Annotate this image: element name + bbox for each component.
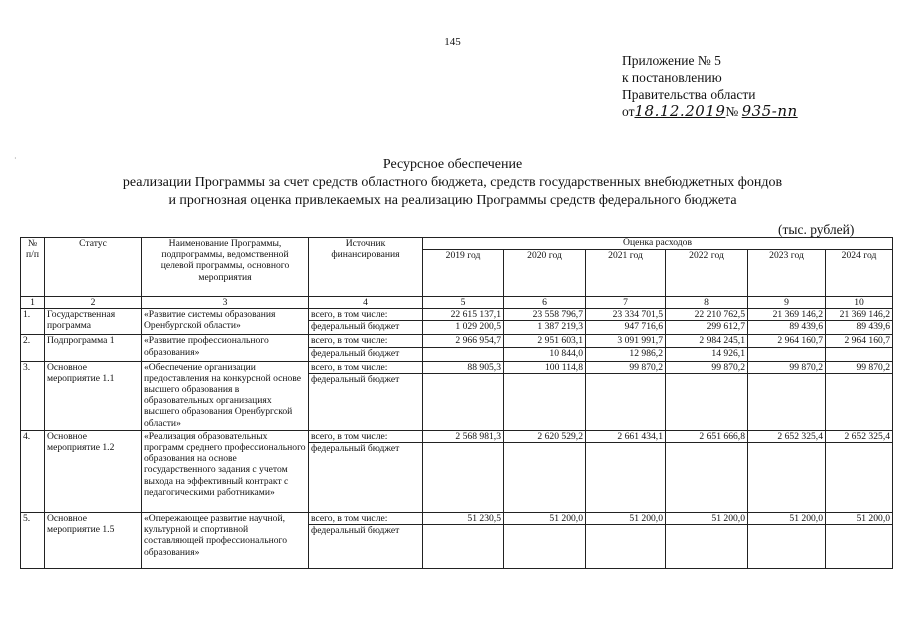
row-value: [748, 347, 826, 361]
row-value: 23 334 701,5: [586, 309, 666, 321]
header-year: 2021 год: [586, 250, 666, 297]
row-value: 99 870,2: [586, 361, 666, 373]
row-value: [666, 443, 748, 513]
row-value: 88 905,3: [423, 361, 504, 373]
row-value: 2 964 160,7: [748, 335, 826, 347]
header-estimate: Оценка расходов: [423, 238, 893, 250]
row-value: [826, 525, 893, 569]
row-value: 51 200,0: [666, 513, 748, 525]
row-source: федеральный бюджет: [309, 443, 423, 513]
handwritten-number: 935-пп: [741, 102, 798, 120]
header-num: № п/п: [21, 238, 45, 297]
appendix-date-line: [622, 103, 798, 120]
row-source: всего, в том числе:: [309, 430, 423, 442]
document-title: [0, 156, 905, 210]
title-line-3: и прогнозная оценка привлекаемых на реализацию Программы средств федерального бюджета: [168, 193, 737, 208]
col-number: 2: [45, 297, 142, 309]
row-value: [826, 373, 893, 430]
units-label: (тыс. рублей): [778, 222, 855, 237]
row-value: 2 951 603,1: [504, 335, 586, 347]
col-number: 3: [142, 297, 309, 309]
row-value: [504, 525, 586, 569]
col-number: 9: [748, 297, 826, 309]
number-label: №: [725, 104, 739, 119]
row-source: всего, в том числе:: [309, 335, 423, 347]
header-year: 2022 год: [666, 250, 748, 297]
header-year: 2024 год: [826, 250, 893, 297]
row-value: [586, 443, 666, 513]
row-value: 100 114,8: [504, 361, 586, 373]
row-value: 3 091 991,7: [586, 335, 666, 347]
row-value: 23 558 796,7: [504, 309, 586, 321]
row-value: 89 439,6: [748, 321, 826, 335]
col-number: 6: [504, 297, 586, 309]
row-value: 51 200,0: [504, 513, 586, 525]
row-value: [748, 443, 826, 513]
appendix-line-3: Правительства области: [622, 87, 756, 102]
row-source: всего, в том числе:: [309, 513, 423, 525]
row-value: 22 210 762,5: [666, 309, 748, 321]
table-row: [21, 430, 893, 442]
row-value: 299 612,7: [666, 321, 748, 335]
row-num: 2.: [21, 335, 45, 361]
row-num: 4.: [21, 430, 45, 512]
row-value: [423, 373, 504, 430]
row-value: [826, 347, 893, 361]
row-value: 51 230,5: [423, 513, 504, 525]
row-value: [586, 373, 666, 430]
row-status: Основное мероприятие 1.5: [45, 513, 142, 569]
row-value: 51 200,0: [586, 513, 666, 525]
row-value: 99 870,2: [666, 361, 748, 373]
row-status: Государственная программа: [45, 309, 142, 335]
col-number: 1: [21, 297, 45, 309]
row-num: 1.: [21, 309, 45, 335]
row-source: всего, в том числе:: [309, 309, 423, 321]
title-line-2: реализации Программы за счет средств областного бюджета, средств государственных внебюджетных фондов: [122, 175, 783, 190]
row-value: 2 984 245,1: [666, 335, 748, 347]
row-value: 12 986,2: [586, 347, 666, 361]
row-source: федеральный бюджет: [309, 321, 423, 335]
header-name: Наименование Программы, подпрограммы, ведомственной целевой программы, основного мероприятия: [142, 238, 309, 297]
col-number: 10: [826, 297, 893, 309]
row-value: 2 964 160,7: [826, 335, 893, 347]
row-status: Основное мероприятие 1.2: [45, 430, 142, 512]
row-value: 22 615 137,1: [423, 309, 504, 321]
row-value: [586, 525, 666, 569]
row-value: 2 568 981,3: [423, 430, 504, 442]
header-status: Статус: [45, 238, 142, 297]
table-row: [21, 361, 893, 373]
row-value: [748, 525, 826, 569]
row-name: «Развитие системы образования Оренбургской области»: [142, 309, 309, 335]
row-value: [504, 373, 586, 430]
col-number: 7: [586, 297, 666, 309]
row-value: 99 870,2: [826, 361, 893, 373]
row-name: «Обеспечение организации предоставления на конкурсной основе высшего образования в образовательных организациях высшего образования Оренбургской области»: [142, 361, 309, 430]
row-value: 947 716,6: [586, 321, 666, 335]
row-name: «Развитие профессионального образования»: [142, 335, 309, 361]
appendix-line-1: Приложение № 5: [622, 53, 721, 68]
col-number: 8: [666, 297, 748, 309]
row-value: [748, 373, 826, 430]
row-value: 89 439,6: [826, 321, 893, 335]
row-value: [504, 443, 586, 513]
header-year: 2023 год: [748, 250, 826, 297]
row-value: 51 200,0: [748, 513, 826, 525]
row-value: 2 652 325,4: [748, 430, 826, 442]
row-value: 99 870,2: [748, 361, 826, 373]
header-source: Источник финансирования: [309, 238, 423, 297]
title-line-1: Ресурсное обеспечение: [382, 157, 523, 172]
row-value: [423, 525, 504, 569]
row-value: 2 661 434,1: [586, 430, 666, 442]
resource-table: [20, 237, 893, 569]
header-year: 2020 год: [504, 250, 586, 297]
appendix-block: [622, 52, 798, 120]
table-row: [21, 309, 893, 321]
row-value: 14 926,1: [666, 347, 748, 361]
row-value: 2 651 666,8: [666, 430, 748, 442]
row-source: федеральный бюджет: [309, 347, 423, 361]
handwritten-date: 18.12.2019: [634, 102, 726, 120]
row-value: 2 620 529,2: [504, 430, 586, 442]
row-status: Подпрограмма 1: [45, 335, 142, 361]
col-number: 5: [423, 297, 504, 309]
appendix-line-2: к постановлению: [622, 70, 722, 85]
table-row: [21, 513, 893, 525]
row-name: «Реализация образовательных программ среднего профессионального образования на основе государственного задания с учетом выхода на эффективный контракт с педагогическими работниками»: [142, 430, 309, 512]
row-num: 5.: [21, 513, 45, 569]
row-value: 51 200,0: [826, 513, 893, 525]
from-label: от: [622, 104, 635, 119]
row-source: федеральный бюджет: [309, 525, 423, 569]
table-row: [21, 335, 893, 347]
col-number: 4: [309, 297, 423, 309]
row-source: всего, в том числе:: [309, 361, 423, 373]
row-source: федеральный бюджет: [309, 373, 423, 430]
row-value: 2 966 954,7: [423, 335, 504, 347]
margin-mark: ·: [14, 154, 17, 163]
column-numbers-row: [21, 297, 893, 309]
row-value: [423, 443, 504, 513]
row-value: 1 387 219,3: [504, 321, 586, 335]
row-status: Основное мероприятие 1.1: [45, 361, 142, 430]
header-year: 2019 год: [423, 250, 504, 297]
row-value: 1 029 200,5: [423, 321, 504, 335]
row-value: 21 369 146,2: [826, 309, 893, 321]
page-number: 145: [444, 36, 461, 48]
row-value: [666, 525, 748, 569]
row-name: «Опережающее развитие научной, культурной и спортивной составляющей профессионального образования»: [142, 513, 309, 569]
row-value: [423, 347, 504, 361]
row-value: [826, 443, 893, 513]
row-value: [666, 373, 748, 430]
row-num: 3.: [21, 361, 45, 430]
row-value: 21 369 146,2: [748, 309, 826, 321]
row-value: 2 652 325,4: [826, 430, 893, 442]
row-value: 10 844,0: [504, 347, 586, 361]
